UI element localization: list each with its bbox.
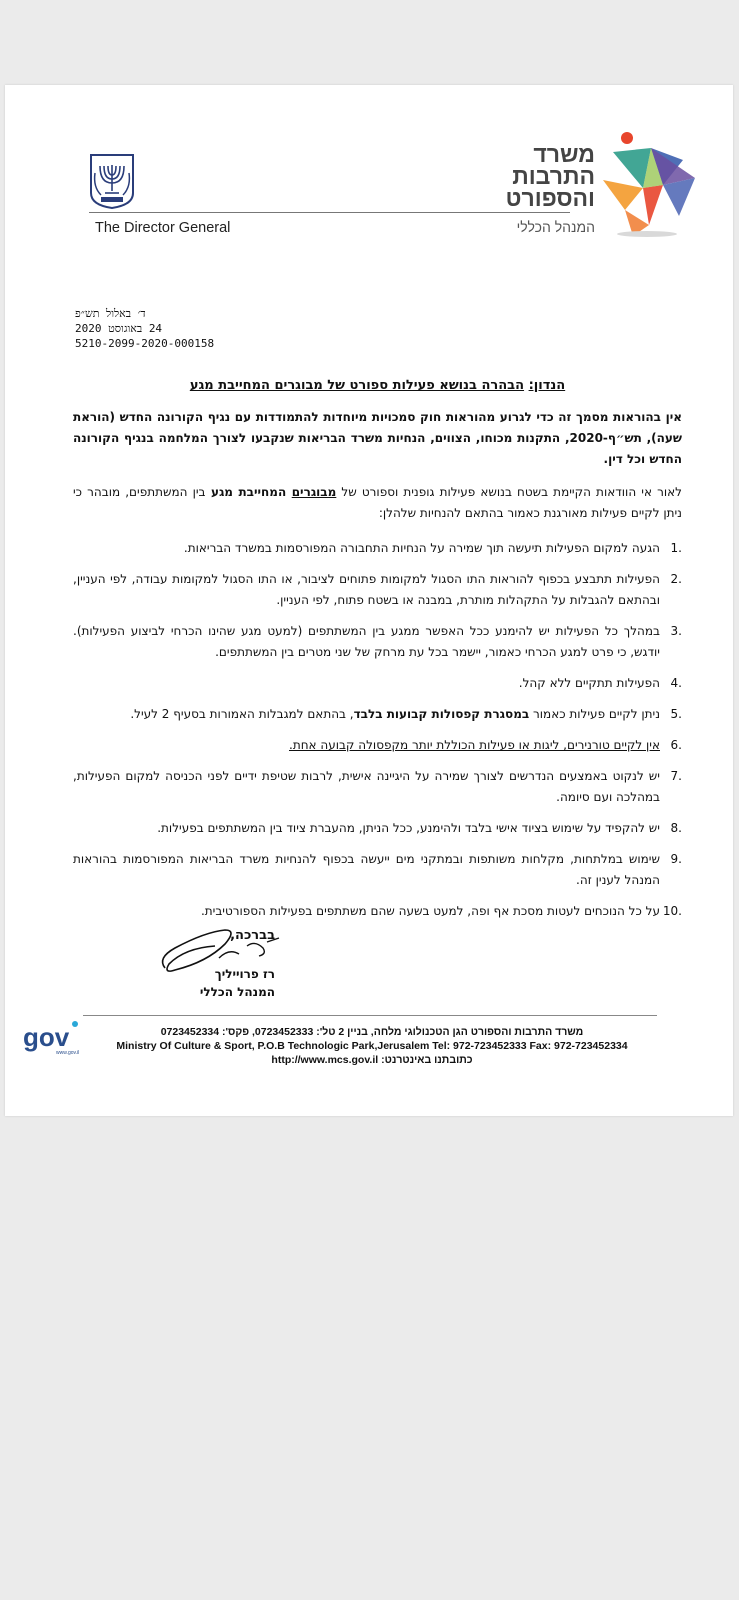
guidelines-list [73, 538, 682, 922]
signature-block [155, 928, 275, 999]
item-number: 4. [670, 676, 682, 690]
list-item [73, 818, 682, 839]
reference-number: 5210-2099-2020-000158 [75, 337, 215, 350]
intro-paragraph [73, 482, 682, 524]
gov-logo-sub: www.gov.il [56, 1050, 80, 1056]
intro-part-1: לאור אי הוודאות הקיימת בשטח בנושא פעילות גופנית וספורט של [336, 485, 682, 499]
item-text-pre: ניתן לקיים פעילות כאמור [529, 707, 660, 721]
list-item [73, 849, 682, 891]
ministry-name [395, 143, 595, 235]
item-number: 10. [662, 904, 682, 918]
item-text: הפעילות תתקיים ללא קהל. [518, 676, 660, 690]
signature-role: המנהל הכללי [199, 985, 275, 999]
footer-hebrew-address: משרד התרבות והספורט הגן הטכנולוגי מלחה, בניין 2 טל': 0723452333, פקס': 0723452334 [160, 1026, 584, 1038]
ministry-star-logo-icon [603, 130, 699, 240]
ministry-name-line-3: והספורט [505, 185, 595, 211]
gov-logo-text: gov [23, 1022, 70, 1052]
item-number: 8. [670, 821, 682, 835]
list-item [73, 766, 682, 808]
intro-underlined: מבוגרים [291, 485, 337, 499]
letter-page [5, 85, 733, 1116]
intro-bold-paragraph: אין בהוראות מסמך זה כדי לגרוע מהוראות חוק סמכויות מיוחדות להתמודדות עם נגיף הקורונה החדש (הוראת שעה), תש״ף-2020, התקנות מכוחו, הצווים, הנחיות משרד הבריאות שנקבעו לצורך המלחמה בנגיף הקורונה החדש וכל דין. [73, 410, 683, 466]
item-number: 9. [670, 852, 682, 866]
list-item [73, 735, 682, 756]
item-number: 1. [670, 541, 682, 555]
list-item [73, 621, 682, 663]
item-number: 3. [670, 624, 682, 638]
director-general-label: The Director General [95, 220, 231, 236]
item-text: הפעילות תתבצע בכפוף להוראות התו הסגול למקומות פתוחים לציבור, או התו הסגול למקומות עבודה, לפי העניין, ובהתאם להגבלות על התקהלות מותרת, במבנה או בשטח פתוח, לפי העניין. [73, 572, 660, 607]
item-number: 6. [670, 738, 682, 752]
footer-divider [83, 1015, 657, 1016]
item-text: יש להקפיד על שימוש בציוד אישי בלבד ולהימנע, ככל הניתן, מהעברת ציוד בין המשתתפים בפעילות. [157, 821, 660, 835]
intro-part-3: בין המשתתפים, מובהר כי ניתן לקיים פעילות מאורגנת כאמור בהתאם להנחיות שלהלן: [73, 485, 682, 520]
state-emblem-icon [87, 153, 137, 209]
list-item [73, 704, 682, 725]
subject-prefix: הנדון: [528, 378, 566, 393]
item-text: על כל הנוכחים לעטות מסכת אף ופה, למעט בשעה שהם משתתפים בפעילות הספורטיבית. [200, 904, 660, 918]
ministry-name-line-2: התרבות [512, 163, 595, 189]
signature-greeting: בברכה, [230, 928, 275, 943]
item-text: אין לקיים טורנירים, ליגות או פעילות הכוללת יותר מקפסולה קבועה אחת. [289, 738, 660, 752]
subject-line [73, 378, 682, 393]
ministry-subtitle: המנהל הכללי [516, 219, 595, 235]
gov-logo-icon [23, 1020, 87, 1056]
item-text-post: , בהתאם למגבלות האמורות בסעיף 2 לעיל. [130, 707, 354, 721]
item-text: שימוש במלתחות, מקלחות משותפות ובמתקני מים ייעשה בכפוף להנחיות משרד הבריאות המפורסמות בהוראות המנהל לענין זה. [73, 852, 660, 887]
item-text-bold: במסגרת קפסולות קבועות בלבד [353, 707, 530, 721]
footer-web-label: כתובתנו באינטרנט: [381, 1054, 473, 1066]
item-text: יש לנקוט באמצעים הנדרשים לצורך שמירה על היגיינה אישית, לרבות שטיפת ידיים לפני הכניסה למקום הפעילות, במהלכה ועם סיומה. [73, 769, 660, 804]
item-text: במהלך כל הפעילות יש להימנע ככל האפשר ממגע בין המשתתפים (למעט מגע שהינו הכרחי לביצוע הפעילות). יודגש, כי פרט למגע הכרחי כאמור, יישמר בכל עת מרחק של שני מטרים בין המשתתפים. [73, 624, 660, 659]
item-number: 2. [670, 572, 682, 586]
list-item [73, 569, 682, 611]
list-item [73, 538, 682, 559]
intro-part-2: המחייבת מגע [205, 485, 292, 499]
footer [85, 1025, 659, 1067]
signature-name: רז פרוייליך [214, 967, 275, 981]
letter-body [73, 378, 682, 932]
item-text: הגעה למקום הפעילות תיעשה תוך שמירה על הנחיות התחבורה המפורסמות במשרד הבריאות. [183, 541, 660, 555]
footer-english-address: Ministry Of Culture & Sport, P.O.B Technologic Park,Jerusalem Tel: 972-723452333 Fax: 972-723452334 [116, 1040, 628, 1052]
list-item [73, 673, 682, 694]
item-number: 5. [670, 707, 682, 721]
hebrew-date: ד׳ באלול תש״פ [75, 307, 146, 320]
item-number: 7. [670, 769, 682, 783]
gregorian-date: 24 באוגוסט 2020 [75, 322, 163, 335]
ministry-name-line-1: משרד [533, 141, 595, 167]
footer-website [85, 1053, 659, 1067]
date-block [75, 306, 275, 351]
footer-web-url[interactable]: http://www.mcs.gov.il [271, 1054, 379, 1066]
subject-title: הבהרה בנושא פעילות ספורט של מבוגרים המחייבת מגע [189, 378, 525, 393]
